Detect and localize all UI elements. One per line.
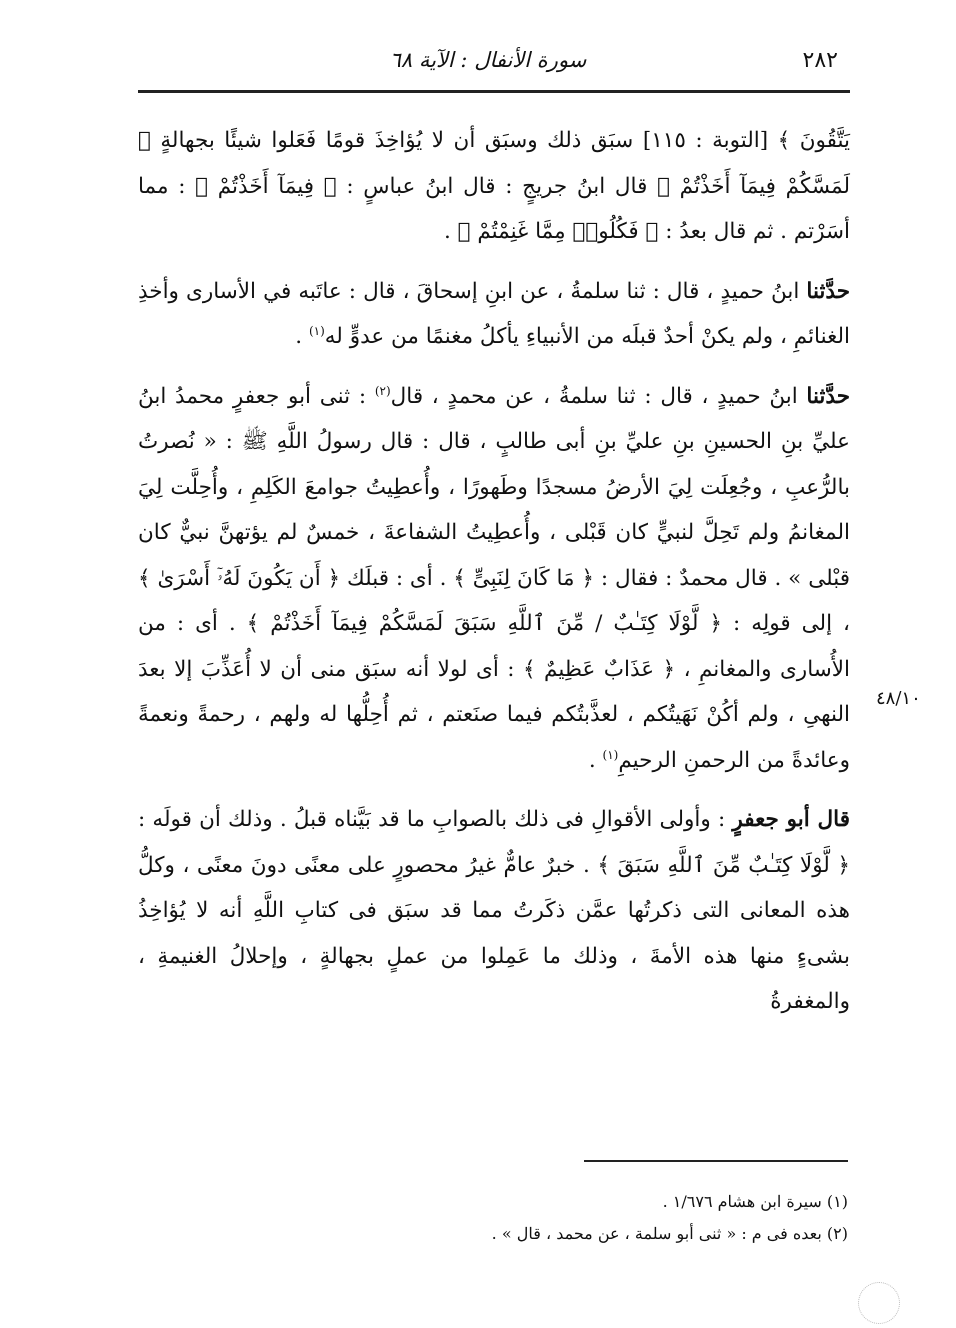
footnotes bbox=[300, 1186, 848, 1250]
paragraph-text-cont: : ثنى أبو جعفرٍ محمدُ ابنُ عليِّ بنِ الحسينِ بنِ عليِّ بنِ أبى طالبٍ ، قال : قال رسولُ اللَّهِ ﷺ : « نُصرتُ بالرُّعبِ ، وجُعِلَت لِيَ الأرضُ مسجدًا وطَهورًا ، وأُعطِيتُ جوامعَ الكَلِمِ ، وأُحِلَّت لِيَ المغانمُ ولم تَحِلَّ لنبيٍّ كان قَبْلى ، وأُعطِيتُ الشفاعةَ ، خمسٌ لم يؤتهنَّ نبيٌّ كان قبْلى » . قال محمدٌ : فقال : ﴿ مَا كَانَ لِنَبِىٍّ ﴾ . أى : قبلَك ﴿ أَن يَكُونَ لَهُۥٓ أَسْرَىٰ ﴾ ، إلى قولِه : ﴿ لَّوْلَا كِتَـٰبٌ / مِّنَ ٱللَّهِ سَبَقَ لَمَسَّكُمْ فِيمَآ أَخَذْتُمْ ﴾ . أى : من الأُسارى والمغانمِ ، ﴿ عَذَابٌ عَظِيمٌ ﴾ : أى لولا أنه سبَق منى أن لا أُعَذِّبَ إلا بعدَ النهىِ ، ولم أكُنْ نَهَيتُكم ، لعذَّبتُكم فيما صنَعتم ، ثم أُحِلُّها له ولهم ، رحمةً ونعمةً وعائدةً من الرحمنِ الرحيمِ bbox=[138, 383, 850, 773]
footnote-ref: (١) bbox=[602, 747, 619, 762]
paragraph-text: ابنُ حميدٍ ، قال : ثنا سلمةُ ، عن محمدٍ ، قال bbox=[390, 383, 807, 409]
paragraph-lead: حدَّثنا bbox=[806, 383, 850, 409]
paragraph-tail: . bbox=[588, 747, 603, 773]
page-header bbox=[138, 40, 838, 80]
paragraph-lead: حدَّثنا bbox=[806, 278, 850, 304]
footnote-2: (٢) بعده فى م : « ثنى أبو سلمة ، عن محمد ، قال » . bbox=[491, 1224, 848, 1243]
paragraph-3 bbox=[138, 374, 850, 784]
page-number: ٢٨٢ bbox=[802, 48, 838, 73]
paragraph-4 bbox=[138, 797, 850, 1025]
paragraph-2 bbox=[138, 269, 850, 360]
margin-marker: ٤٨/١٠ bbox=[876, 688, 921, 709]
paragraph-tail: . bbox=[295, 324, 309, 349]
footnote-rule bbox=[584, 1160, 848, 1162]
running-title: سورة الأنفال : الآية ٦٨ bbox=[389, 48, 587, 72]
footnote-ref: (١) bbox=[308, 323, 325, 338]
library-stamp-icon bbox=[858, 1282, 900, 1324]
paragraph-text: : وأولى الأقوالِ فى ذلك بالصوابِ ما قد بَيَّناه قبلُ . وذلك أن قولَه : ﴿ لَّوْلَا كِتَـٰبٌ مِّنَ ٱللَّهِ سَبَقَ ﴾ . خبرٌ عامٌّ غيرُ محصورٍ على معنًى دونَ معنًى ، وكلُّ هذه المعانى التى ذكرتُها عمَّن ذكَرتُ مما قد سبَق فى كتابِ اللَّهِ أنه لا يُؤاخِذُ بشىءٍ منها هذه الأمةَ ، وذلك ما عَمِلوا من عملٍ بجهالةٍ ، وإحلالُ الغنيمةِ ، والمغفرةُ bbox=[138, 807, 850, 1014]
paragraph-lead: قال أبو جعفرٍ bbox=[732, 807, 851, 832]
header-rule bbox=[138, 90, 850, 93]
paragraph-1 bbox=[138, 118, 850, 255]
paragraph-text: ابنُ حميدٍ ، قال : ثنا سلمةُ ، عن ابنِ إسحاقَ ، قال : عاتَبه في الأسارى وأخذِ الغنائمِ ، ولم يكنْ أحدٌ قبلَه من الأنبياءِ يأكلُ مغنمًا من عدوٍّ له bbox=[138, 278, 850, 349]
main-text bbox=[138, 118, 850, 1039]
footnote-ref: (٢) bbox=[374, 383, 391, 398]
footnote-1: (١) سيرة ابن هشام ١/٦٧٦ . bbox=[662, 1192, 848, 1211]
paragraph-text: يَتَّقُونَ ﴾ [التوبة : ١١٥] سبَق ذلك وسبَق أن لا يُؤاخِذَ قومًا فَعَلوا شيئًا بجهالةٍ ﴿ لَمَسَّكُمْ فِيمَآ أَخَذْتُمْ ﴾ قال ابنُ جريجٍ : قال ابنُ عباسٍ : ﴿ فِيمَآ أَخَذْتُمْ ﴾ : مما أسَرْتم . ثم قال بعدُ : ﴿ فَكُلُوا۟ مِمَّا غَنِمْتُمْ ﴾ . bbox=[138, 128, 850, 244]
